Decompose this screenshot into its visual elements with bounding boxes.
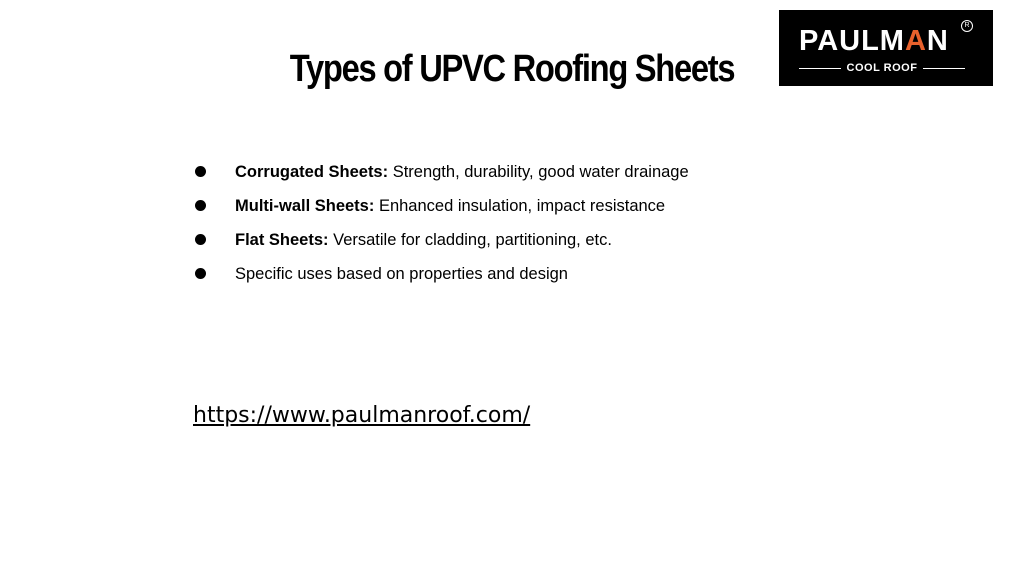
bullet-item-corrugated [193, 160, 733, 184]
logo-wordmark [779, 24, 985, 58]
bullet-term: Multi-wall Sheets: [235, 197, 375, 215]
bullet-description: Versatile for cladding, partitioning, etc. [328, 231, 612, 249]
logo-divider-right [923, 68, 965, 69]
bullet-description: Strength, durability, good water drainage [388, 163, 689, 181]
bullet-term: Flat Sheets: [235, 231, 329, 249]
bullet-term: Corrugated Sheets: [235, 163, 389, 181]
logo-subtitle-row [799, 61, 965, 75]
paulman-logo [779, 10, 993, 86]
bullet-item-specific-uses [193, 262, 733, 286]
bullet-list [193, 160, 733, 296]
bullet-item-flat [193, 228, 733, 252]
bullet-item-multiwall [193, 194, 733, 218]
logo-subtitle: COOL ROOF [846, 62, 918, 74]
bullet-dot-icon [195, 234, 206, 245]
bullet-dot-icon [195, 268, 206, 279]
bullet-description: Enhanced insulation, impact resistance [374, 197, 666, 215]
bullet-dot-icon [195, 166, 206, 177]
bullet-description: Specific uses based on properties and design [235, 265, 568, 283]
bullet-dot-icon [195, 200, 206, 211]
website-link[interactable]: https://www.paulmanroof.com/ [193, 403, 531, 428]
slide-title: Types of UPVC Roofing Sheets [289, 48, 735, 90]
logo-divider-left [799, 68, 841, 69]
logo-word-prefix: PAULM [799, 25, 905, 57]
registered-mark-icon: R [961, 20, 973, 32]
logo-word-suffix: N [926, 25, 949, 57]
logo-word-accent: A [904, 25, 927, 57]
